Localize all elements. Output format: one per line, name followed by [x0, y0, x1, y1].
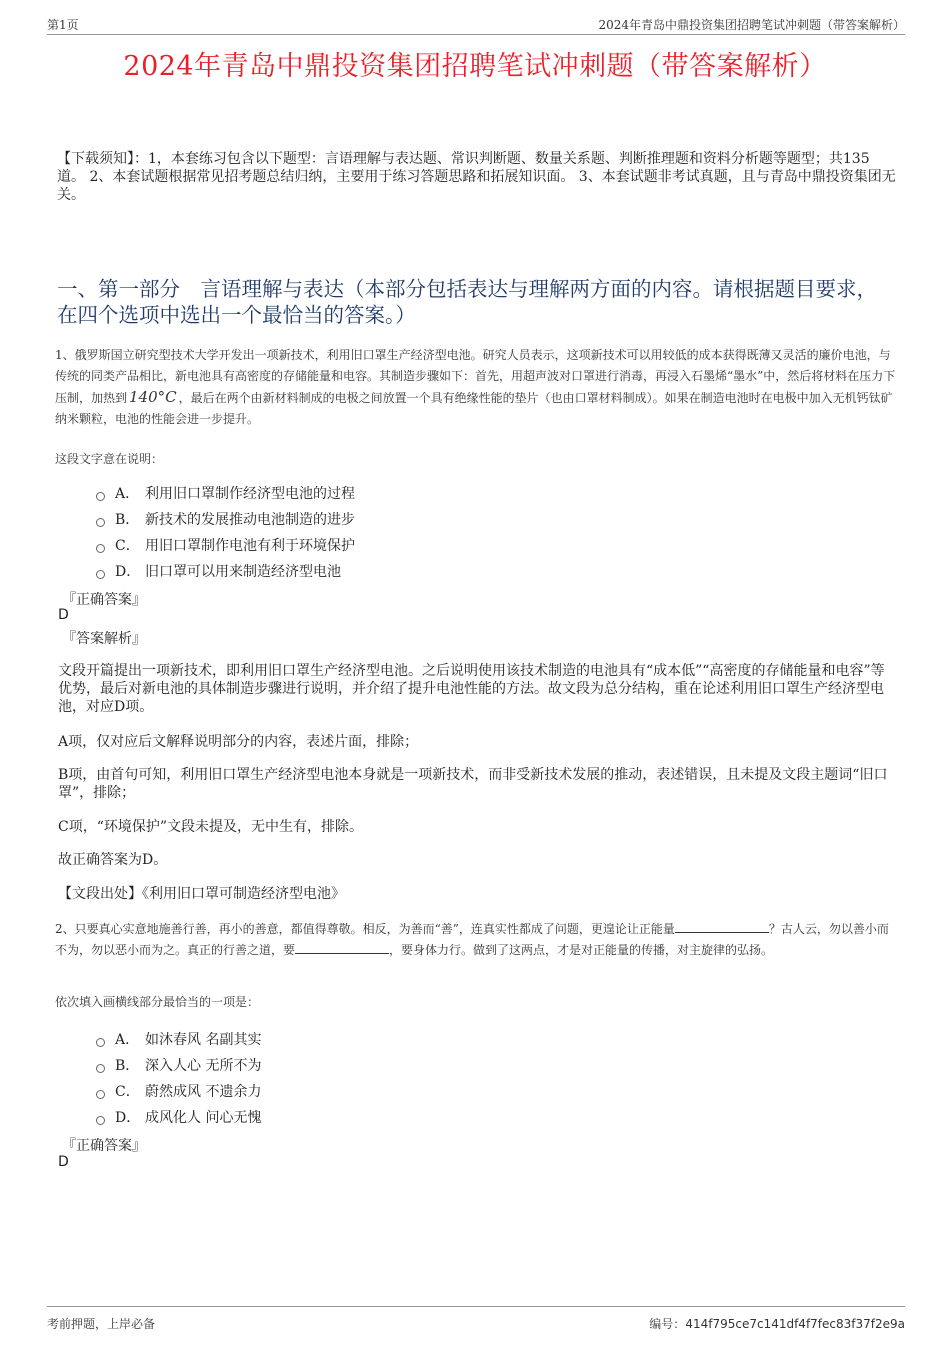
- document-title: 2024年青岛中鼎投资集团招聘笔试冲刺题（带答案解析）: [123, 51, 827, 82]
- option-letter: A．: [115, 1032, 140, 1048]
- option-text: 深入人心 无所不为: [145, 1058, 262, 1074]
- radio-icon[interactable]: [96, 1116, 105, 1125]
- option-letter: C．: [115, 1084, 140, 1100]
- radio-icon[interactable]: [96, 518, 105, 527]
- correct-answer: D: [58, 607, 69, 623]
- header-doc-title: 2024年青岛中鼎投资集团招聘笔试冲刺题（带答案解析）: [598, 18, 905, 32]
- text-source: 【文段出处】《利用旧口罩可制造经济型电池》: [58, 886, 345, 902]
- option-b[interactable]: [96, 1052, 261, 1078]
- radio-icon[interactable]: [96, 1064, 105, 1073]
- question-1-text-part2: ，最后在两个由新材料制成的电极之间放置一个具有绝缘性能的垫片（也由口罩材料制成）。如果在制造电池时在电极中加入无机钙钛矿纳米颗粒，电池的性能会进一步提升。: [55, 391, 893, 426]
- download-notice: 【下载须知】：1，本套练习包含以下题型：言语理解与表达题、常识判断题、数量关系题、判断推理题和资料分析题等题型；共135道。 2、本套试题根据常见招考题总结归纳，主要用于练习答题思路和拓展知识面。 3、本套试题非考试真题，且与青岛中鼎投资集团无关。: [57, 151, 896, 203]
- question-1-text-part1: 1、俄罗斯国立研究型技术大学开发出一项新技术，利用旧口罩生产经济型电池。研究人员表示，这项新技术可以用较低的成本获得既薄又灵活的廉价电池，与传统的同类产品相比，新电池具有高密度的存储能量和电容。其制造步骤如下：首先，用超声波对口罩进行消毒，再浸入石墨烯“墨水”中，然后将材料在压力下压制，加热到: [55, 348, 896, 405]
- page-footer: [47, 1306, 905, 1331]
- option-letter: D．: [115, 1110, 141, 1126]
- option-letter: B．: [115, 512, 140, 528]
- option-text: 用旧口罩制作电池有利于环境保护: [145, 538, 355, 554]
- option-a[interactable]: [96, 1026, 261, 1052]
- analysis-option-a: A项，仅对应后文解释说明部分的内容，表述片面，排除；: [58, 734, 419, 750]
- page-header: [47, 14, 905, 35]
- option-letter: A．: [115, 486, 140, 502]
- option-a[interactable]: [96, 480, 355, 506]
- footer-slogan: 考前押题，上岸必备: [47, 1317, 156, 1331]
- question-2-text: [55, 919, 897, 961]
- question-2-text-part1: 2、只要真心实意地施善行善，再小的善意，都值得尊敬。相反，为善而“善”，连真实性都成了问题，更遑论让正能量: [55, 922, 675, 936]
- radio-icon[interactable]: [96, 1090, 105, 1099]
- question-1-prompt: 这段文字意在说明：: [55, 452, 164, 466]
- fill-blank-2[interactable]: [295, 941, 389, 954]
- question-2-text-part2: ？古人云，勿以善小而不为，勿以恶小而为之。真正的行善之道，要: [55, 922, 889, 957]
- footer-code-label: 编号：: [649, 1317, 686, 1331]
- question-2-options: [96, 1026, 261, 1130]
- analysis-conclusion: 故正确答案为D。: [58, 852, 168, 868]
- fill-blank-1[interactable]: [675, 920, 769, 933]
- analysis-paragraph: 文段开篇提出一项新技术，即利用旧口罩生产经济型电池。之后说明使用该技术制造的电池具有“成本低”“高密度的存储能量和电容”等优势，最后对新电池的具体制造步骤进行说明，并介绍了提升电池性能的方法。故文段为总分结构，重在论述利用旧口罩生产经济型电池，对应D项。: [58, 663, 885, 715]
- radio-icon[interactable]: [96, 544, 105, 553]
- question-1-options: [96, 480, 355, 584]
- option-d[interactable]: [96, 1104, 261, 1130]
- radio-icon[interactable]: [96, 1038, 105, 1047]
- section-title: 一、第一部分 言语理解与表达（本部分包括表达与理解两方面的内容。请根据题目要求，在四个选项中选出一个最恰当的答案。）: [57, 277, 877, 327]
- correct-answer-label: 『正确答案』: [62, 1138, 146, 1154]
- radio-icon[interactable]: [96, 570, 105, 579]
- correct-answer-label: 『正确答案』: [62, 592, 146, 608]
- option-text: 如沐春风 名副其实: [145, 1032, 262, 1048]
- option-text: 旧口罩可以用来制造经济型电池: [145, 564, 341, 580]
- question-2-text-part3: ，要身体力行。做到了这两点，才是对正能量的传播，对主旋律的弘扬。: [389, 943, 774, 957]
- radio-icon[interactable]: [96, 492, 105, 501]
- question-2-prompt: 依次填入画横线部分最恰当的一项是：: [55, 995, 260, 1009]
- page-number: 第1页: [47, 18, 79, 32]
- analysis-label: 『答案解析』: [62, 631, 146, 647]
- question-1-text: [55, 345, 897, 430]
- option-letter: D．: [115, 564, 141, 580]
- footer-code-value: 414f795ce7c141df4f7fec83f37f2e9a: [685, 1317, 905, 1331]
- option-d[interactable]: [96, 558, 355, 584]
- option-text: 利用旧口罩制作经济型电池的过程: [145, 486, 355, 502]
- option-b[interactable]: [96, 506, 355, 532]
- option-c[interactable]: [96, 1078, 261, 1104]
- option-letter: C．: [115, 538, 140, 554]
- option-c[interactable]: [96, 532, 355, 558]
- option-letter: B．: [115, 1058, 140, 1074]
- option-text: 蔚然成风 不遗余力: [145, 1084, 262, 1100]
- footer-code: [649, 1315, 905, 1332]
- temperature-formula: 140°C: [129, 388, 177, 406]
- option-text: 成风化人 问心无愧: [145, 1110, 262, 1126]
- correct-answer: D: [58, 1154, 69, 1170]
- option-text: 新技术的发展推动电池制造的进步: [145, 512, 355, 528]
- analysis-option-c: C项，“环境保护”文段未提及，无中生有，排除。: [58, 819, 364, 835]
- analysis-option-b: B项，由首句可知，利用旧口罩生产经济型电池本身就是一项新技术，而非受新技术发展的推动，表述错误，且未提及文段主题词“旧口罩”，排除；: [58, 767, 888, 801]
